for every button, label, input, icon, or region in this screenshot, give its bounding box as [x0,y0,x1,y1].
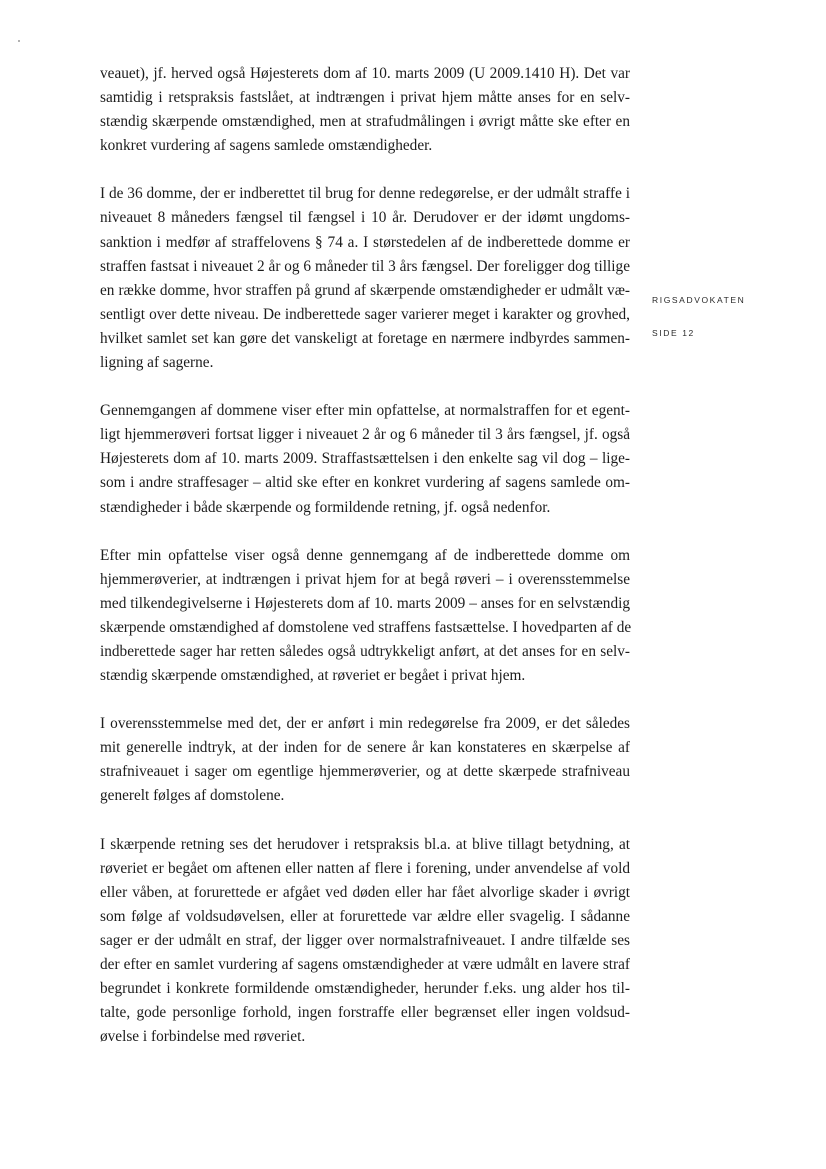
body-text [100,62,630,1073]
text-line: samtidig i retspraksis fastslået, at indtrængen i privat hjem måtte anses for en selv- [100,89,630,107]
text-line: Gennemgangen af dommene viser efter min opfattelse, at normalstraffen for et egent- [100,402,630,420]
text-line: I overensstemmelse med det, der er anført i min redegørelse fra 2009, er det således [100,715,630,733]
text-line: skærpende omstændighed af domstolene ved straffens fastsættelse. I hovedparten af de [100,618,632,636]
text-line: strafniveauet i sager om egentlige hjemmerøverier, og at dette skærpede strafniveau [100,763,630,781]
sidebar [652,295,745,338]
text-line: ligning af sagerne. [100,354,214,372]
text-line: hvilket samlet set kan gøre det vanskeligt at foretage en nærmere indbyrdes sammen- [100,329,630,347]
text-line: generelt følges af domstolene. [100,787,285,805]
text-line: sanktion i medfør af straffelovens § 74 a. I størstedelen af de indberettede domme er [100,233,630,251]
text-line: som følge af voldsudøvelsen, eller at forurettede var ældre eller svagelig. I sådanne [100,907,630,925]
paragraph [100,182,630,375]
text-line: sentligt over dette niveau. De indberettede sager varierer meget i karakter og grovhed, [100,305,630,323]
text-line: begrundet i konkrete formildende omstændigheder, herunder f.eks. ung alder hos til- [100,980,630,998]
text-line: veauet), jf. herved også Højesterets dom af 10. marts 2009 (U 2009.1410 H). Det var [100,65,630,82]
text-line: stændigheder i både skærpende og formildende retning, jf. også nedenfor. [100,498,551,516]
text-line: stændig skærpende omstændighed, men at strafudmålingen i øvrigt måtte ske efter en [100,113,630,131]
text-line: ligt hjemmerøveri fortsat ligger i niveauet 2 år og 6 måneder til 3 års fængsel, jf. også [100,426,630,444]
text-line: med tilkendegivelserne i Højesterets dom af 10. marts 2009 – anses for en selvstændig [100,594,630,612]
text-line: niveauet 8 måneders fængsel til fængsel i 10 år. Derudover er der idømt ungdoms- [100,209,630,227]
text-line: indberettede sager har retten således også udtrykkeligt anført, at det anses for en selv- [100,642,630,660]
text-line: straffen fastsat i niveauet 2 år og 6 måneder til 3 års fængsel. Der foreligger dog tillige [100,257,630,275]
page-number: SIDE 12 [652,328,695,338]
text-line: som i andre straffesager – altid ske efter en konkret vurdering af sagens samlede om- [100,474,630,492]
text-line: øvelse i forbindelse med røveriet. [100,1028,306,1046]
text-line: Højesterets dom af 10. marts 2009. Straffastsættelsen i den enkelte sag vil dog – lige- [100,450,630,468]
organization-name: RIGSADVOKATEN [652,295,746,305]
paragraph [100,62,630,158]
text-line: mit generelle indtryk, at der inden for de senere år kan konstateres en skærpelse af [100,739,630,757]
paragraph [100,399,630,519]
text-line: røveriet er begået om aftenen eller natten af flere i forening, under anvendelse af vold [100,859,630,877]
paragraph [100,544,630,689]
text-line: stændig skærpende omstændighed, at røveriet er begået i privat hjem. [100,667,526,685]
text-line: sager er der udmålt en straf, der ligger over normalstrafniveauet. I andre tilfælde ses [100,931,630,949]
paragraph [100,712,630,808]
text-line: Efter min opfattelse viser også denne gennemgang af de indberettede domme om [100,546,630,564]
text-line: talte, gode personlige forhold, ingen forstraffe eller begrænset eller ingen voldsud- [100,1004,630,1022]
scan-speck [18,40,20,42]
text-line: I skærpende retning ses det herudover i retspraksis bl.a. at blive tillagt betydning, at [100,835,630,853]
text-line: hjemmerøverier, at indtrængen i privat hjem for at begå røveri – i overensstemmelse [100,570,630,588]
text-line: der efter en samlet vurdering af sagens omstændigheder at være udmålt en lavere straf [100,956,630,973]
text-line: konkret vurdering af sagens samlede omstændigheder. [100,137,433,155]
text-line: en række domme, hvor straffen på grund af skærpende omstændigheder er udmålt væ- [100,281,630,299]
paragraph [100,833,630,1050]
text-line: eller våben, at forurettede er afgået ved døden eller har fået alvorlige skader i øvrigt [100,883,630,901]
text-line: I de 36 domme, der er indberettet til brug for denne redegørelse, er der udmålt straffe i [100,185,630,203]
